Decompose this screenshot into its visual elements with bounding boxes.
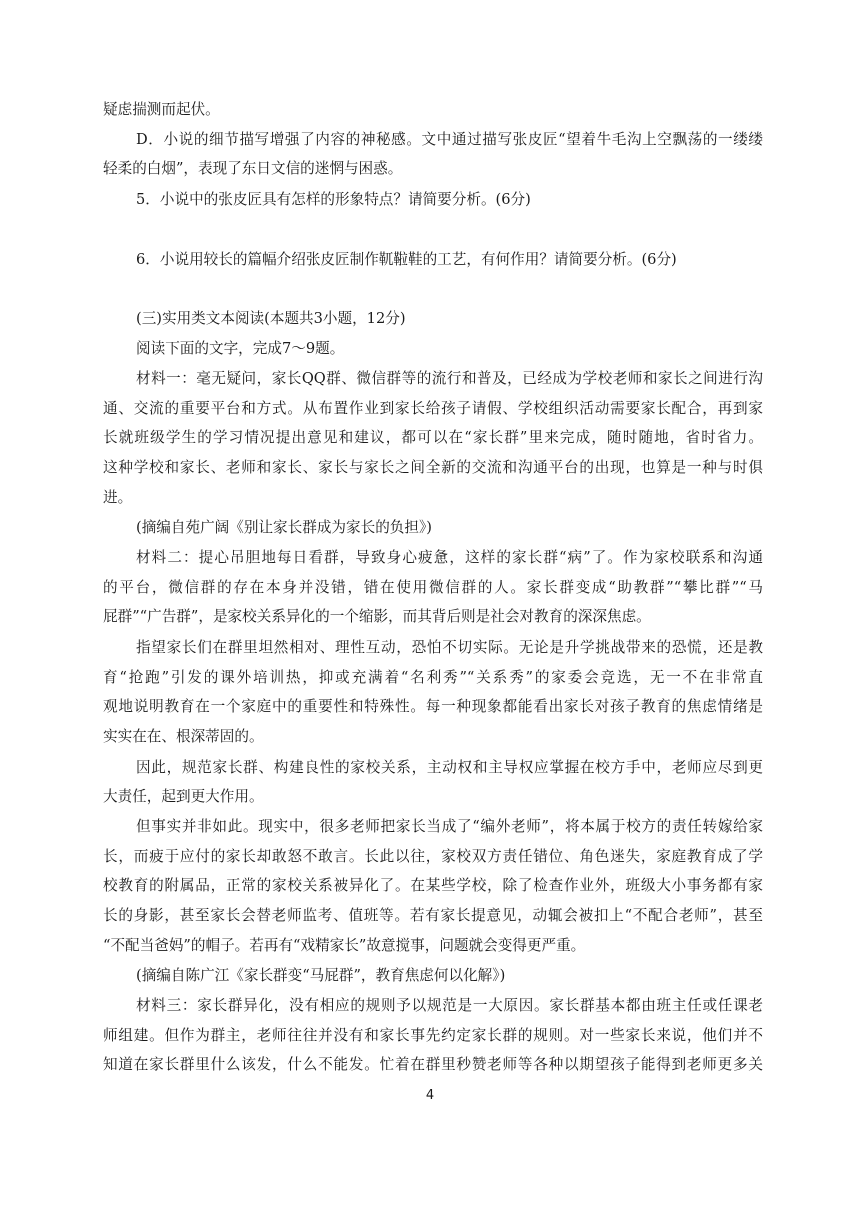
page-number: 4 [425, 1088, 435, 1103]
material-2-line: 但事实并非如此。现实中，很多老师把家长当成了“编外老师”，将本属于校方的责任转嫁给家 [136, 818, 763, 835]
question-6: 6．小说用较长的篇幅介绍张皮匠制作靰鞡鞋的工艺，有何作用？请简要分析。(6分) [136, 251, 677, 268]
material-1-line: 通、交流的重要平台和方式。从布置作业到家长给孩子请假、学校组织活动需要家长配合，再到家 [103, 400, 763, 417]
material-3-line: 师组建。但作为群主，老师往往并没有和家长事先约定家长群的规则。对一些家长来说，他们并不 [103, 1027, 763, 1044]
question-5: 5．小说中的张皮匠具有怎样的形象特点？请简要分析。(6分) [136, 191, 531, 208]
material-2-line: 观地说明教育在一个家庭中的重要性和特殊性。每一种现象都能看出家长对孩子教育的焦虑情绪是 [103, 698, 763, 715]
section-instruction: 阅读下面的文字，完成7～9题。 [136, 340, 345, 357]
option-d-line: D．小说的细节描写增强了内容的神秘感。文中通过描写张皮匠“望着牛毛沟上空飘荡的一缕缕 [136, 131, 763, 148]
material-2-line: 因此，规范家长群、构建良性的家校关系，主动权和主导权应掌握在校方手中，老师应尽到更 [136, 759, 763, 776]
material-2-line: 校教育的附属品，正常的家校关系被异化了。在某些学校，除了检查作业外，班级大小事务都有家 [103, 877, 763, 894]
material-2-line: 屁群”“广告群”，是家校关系异化的一个缩影，而其背后则是社会对教育的深深焦虑。 [103, 608, 651, 625]
material-3-line: 知道在家长群里什么该发，什么不能发。忙着在群里秒赞老师等各种以期望孩子能得到老师更多关 [103, 1056, 763, 1073]
material-2-line: “不配当爸妈”的帽子。若再有“戏精家长”故意搅事，问题就会变得更严重。 [103, 937, 586, 954]
material-1-line: 长就班级学生的学习情况提出意见和建议，都可以在“家长群”里来完成，随时随地，省时省力。 [103, 429, 763, 446]
paragraph-line: 疑虑揣测而起伏。 [103, 101, 220, 118]
material-1-line: 材料一：毫无疑问，家长QQ群、微信群等的流行和普及，已经成为学校老师和家长之间进行沟 [136, 370, 763, 387]
material-2-line: 的平台，微信群的存在本身并没错，错在使用微信群的人。家长群变成“助教群”“攀比群”“马 [103, 579, 763, 596]
material-2-line: 育“抢跑”引发的课外培训热，抑或充满着“名利秀”“关系秀”的家委会竞选，无一不在非常直 [103, 669, 763, 686]
material-1-line: 进。 [103, 489, 133, 506]
material-2-line: 材料二：提心吊胆地每日看群，导致身心疲惫，这样的家长群“病”了。作为家校联系和沟通 [136, 549, 763, 566]
material-2-line: 长的身影，甚至家长会替老师监考、值班等。若有家长提意见，动辄会被扣上“不配合老师”，甚至 [103, 907, 763, 924]
material-1-source: (摘编自苑广阔《别让家长群成为家长的负担》) [136, 519, 432, 536]
material-2-line: 大责任，起到更大作用。 [103, 788, 264, 805]
option-d-line: 轻柔的白烟”，表现了东日文信的迷惘与困惑。 [103, 160, 403, 177]
material-3-line: 材料三：家长群异化，没有相应的规则予以规范是一大原因。家长群基本都由班主任或任课老 [136, 997, 763, 1014]
material-2-source: (摘编自陈广江《家长群变“马屁群”，教育焦虑何以化解》) [136, 967, 506, 984]
material-2-line: 实实在在、根深蒂固的。 [103, 728, 264, 745]
material-2-line: 长，而疲于应付的家长却敢怒不敢言。长此以往，家校双方责任错位、角色迷失，家庭教育成了学 [103, 848, 763, 865]
material-1-line: 这种学校和家长、老师和家长、家长与家长之间全新的交流和沟通平台的出现，也算是一种与时俱 [103, 459, 763, 476]
section-heading: (三)实用类文本阅读(本题共3小题，12分) [136, 310, 406, 327]
material-2-line: 指望家长们在群里坦然相对、理性互动，恐怕不切实际。无论是升学挑战带来的恐慌，还是教 [136, 639, 763, 656]
